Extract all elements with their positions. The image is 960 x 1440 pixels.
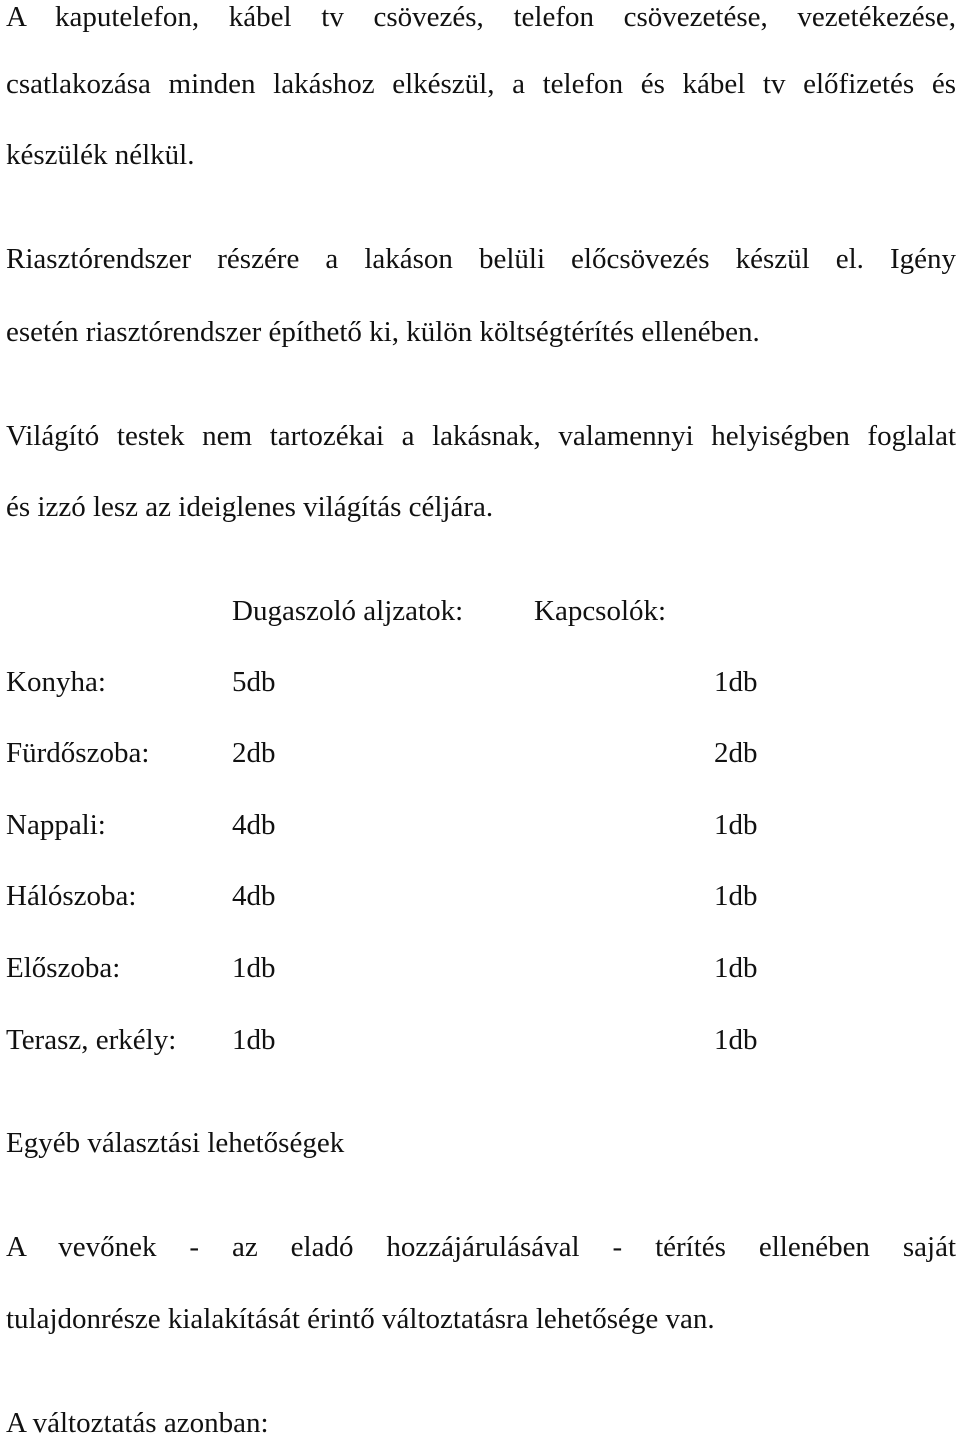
switch-count: 1db [714,809,758,841]
room-name: Nappali: [6,809,106,841]
table-row [0,736,960,770]
socket-count: 4db [232,880,276,912]
header-switches: Kapcsolók: [534,595,667,627]
paragraph-3-line-2: és izzó lesz az ideiglenes világítás céljára. [6,491,494,523]
room-name: Konyha: [6,666,106,698]
table-row [0,665,960,699]
socket-count: 4db [232,809,276,841]
socket-count: 2db [232,737,276,769]
options-paragraph-line-2: tulajdonrésze kialakítását érintő változtatásra lehetősége van. [6,1303,715,1335]
table-row [0,1023,960,1057]
room-name: Fürdőszoba: [6,737,150,769]
room-name: Terasz, erkély: [6,1024,177,1056]
closing-line: A változtatás azonban: [6,1407,269,1439]
table-row [0,879,960,913]
paragraph-2-line-2: esetén riasztórendszer építhető ki, külön költségtérítés ellenében. [6,316,760,348]
switch-count: 2db [714,737,758,769]
paragraph-2-line-1: Riasztórendszer részére a lakáson belüli előcsövezés készül el. Igény [6,243,956,275]
options-paragraph-line-1: A vevőnek - az eladó hozzájárulásával - térítés ellenében saját [6,1231,956,1263]
section-heading: Egyéb választási lehetőségek [6,1127,345,1159]
switch-count: 1db [714,880,758,912]
room-name: Hálószoba: [6,880,137,912]
switch-count: 1db [714,1024,758,1056]
paragraph-3-line-1: Világító testek nem tartozékai a lakásnak, valamennyi helyiségben foglalat [6,420,956,452]
socket-count: 1db [232,952,276,984]
outlet-table-header [0,594,960,628]
socket-count: 5db [232,666,276,698]
room-name: Előszoba: [6,952,121,984]
paragraph-1-line-2: csatlakozása minden lakáshoz elkészül, a telefon és kábel tv előfizetés és [6,68,956,100]
table-row [0,808,960,842]
socket-count: 1db [232,1024,276,1056]
header-sockets: Dugaszoló aljzatok: [232,595,464,627]
table-row [0,951,960,985]
paragraph-1-line-1: A kaputelefon, kábel tv csövezés, telefon csövezetése, vezetékezése, [6,1,956,33]
switch-count: 1db [714,952,758,984]
paragraph-1-line-3: készülék nélkül. [6,139,195,171]
switch-count: 1db [714,666,758,698]
